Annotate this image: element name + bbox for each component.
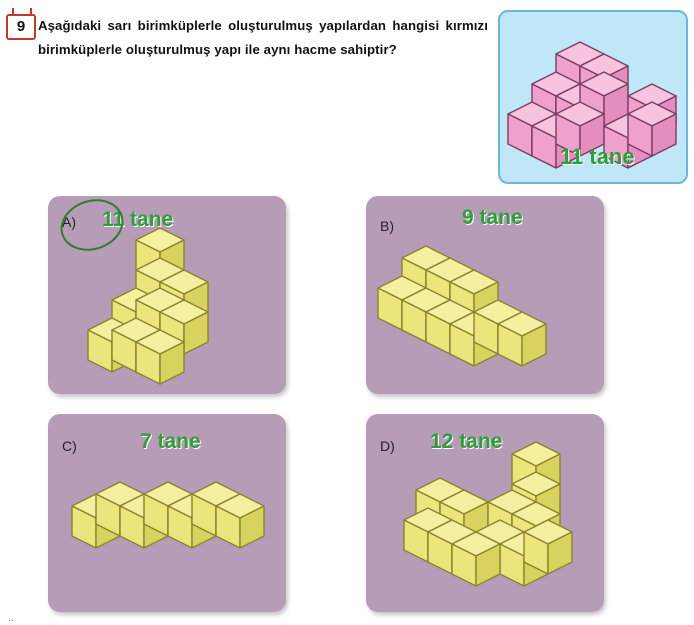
reference-figure-panel <box>498 10 688 184</box>
option-d-cube-structure <box>366 414 604 612</box>
option-c-cube-structure <box>48 414 286 612</box>
cube <box>452 532 500 586</box>
cube <box>136 330 184 384</box>
question-text: Aşağıdaki sarı birimküplerle oluşturulmuş yapılardan hangisi kırmızı birimküplerle oluşturulmuş yapı ile aynı hacme sahiptir? <box>38 18 488 57</box>
option-a-letter: A) <box>62 214 76 230</box>
option-b-cube-structure <box>366 196 604 394</box>
option-c-letter: C) <box>62 438 77 454</box>
cube <box>216 494 264 548</box>
option-d[interactable] <box>366 414 604 612</box>
option-a-count-label: 11 tane <box>102 208 174 231</box>
cube <box>628 102 676 156</box>
option-d-count-label: 12 tane <box>430 430 503 453</box>
question-number-label: 9 <box>6 14 36 40</box>
footer-dots: .. <box>8 612 15 624</box>
option-b[interactable] <box>366 196 604 394</box>
cube <box>524 520 572 574</box>
cube <box>498 312 546 366</box>
option-c-count-label: 7 tane <box>140 430 201 453</box>
option-d-letter: D) <box>380 438 395 454</box>
option-b-letter: B) <box>380 218 394 234</box>
option-c[interactable] <box>48 414 286 612</box>
question-number <box>6 8 34 38</box>
option-b-count-label: 9 tane <box>462 206 523 229</box>
reference-count-label: 11 tane <box>560 144 635 169</box>
